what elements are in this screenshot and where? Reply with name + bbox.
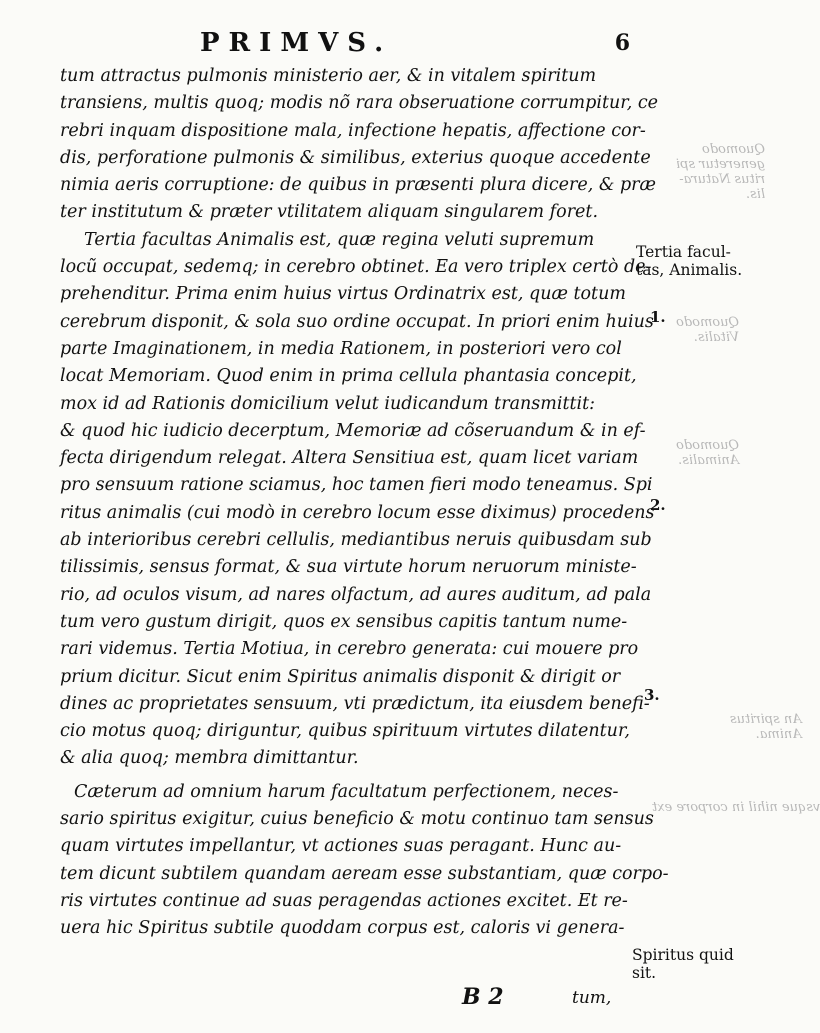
margin-note-line: tas, Animalis. xyxy=(636,261,743,279)
show-through-line: Animalis. xyxy=(678,453,740,468)
show-through-line: lis. xyxy=(745,187,766,202)
text-line: sario spiritus exigitur, cuius beneficio & motu continuo tam sensus xyxy=(60,809,654,830)
text-line: prium dicitur. Sicut enim Spiritus animalis disponit & dirigit or xyxy=(60,666,621,687)
margin-number: 3. xyxy=(644,686,660,704)
running-title: PRIMVS. xyxy=(200,28,393,58)
text-line: Tertia facultas Animalis est, quæ regina veluti supremum xyxy=(84,229,595,250)
show-through-line: Quomodo xyxy=(676,438,740,453)
text-line: Cæterum ad omnium harum facultatum perfectionem, neces- xyxy=(74,781,619,802)
text-line: tem dicunt subtilem quandam aeream esse substantiam, quæ corpo- xyxy=(60,863,669,884)
text-line: cio motus quoq; diriguntur, quibus spirituum virtutes dilatentur, xyxy=(60,721,630,742)
text-line: ter institutum & præter vtilitatem aliquam singularem foret. xyxy=(60,202,599,223)
text-line: prehenditur. Prima enim huius virtus Ordinatrix est, quæ totum xyxy=(60,284,626,305)
text-line: locat Memoriam. Quod enim in prima cellula phantasia concepit, xyxy=(60,366,637,387)
show-through-line: An spiritus xyxy=(730,712,802,727)
show-through-line: vsque nihil in corpore ext xyxy=(652,800,820,815)
show-through-line: generetur spi xyxy=(676,157,766,172)
text-line: transiens, multis quoq; modis nõ rara obseruatione corrumpitur, ce xyxy=(60,93,658,114)
margin-note-line: sit. xyxy=(632,964,657,982)
margin-note-spiritus xyxy=(632,946,734,982)
text-line: nimia aeris corruptione: de quibus in præsenti plura dicere, & præ xyxy=(60,175,656,196)
text-line: tum vero gustum dirigit, quos ex sensibus capitis tantum nume- xyxy=(60,611,628,632)
text-line: ritus animalis (cui modò in cerebro locum esse diximus) procedens xyxy=(60,502,655,523)
catchword: tum, xyxy=(572,988,612,1008)
text-line: & alia quoq; membra dimittantur. xyxy=(60,748,359,769)
show-through-line: Vitalis. xyxy=(693,330,740,345)
page-number: 6 xyxy=(614,30,630,56)
signature-mark: B 2 xyxy=(462,984,504,1010)
margin-number: 2. xyxy=(650,496,666,514)
margin-number: 1. xyxy=(650,308,666,326)
text-line: quam virtutes impellantur, vt actiones suas peragant. Hunc au- xyxy=(60,836,622,857)
main-text-block xyxy=(60,63,669,943)
text-line: mox id ad Rationis domicilium velut iudicandum transmittit: xyxy=(60,393,596,414)
margin-note-line: Spiritus quid xyxy=(632,946,734,964)
text-line: parte Imaginationem, in media Rationem, in posteriori vero col xyxy=(60,338,622,359)
show-through-line: Quomodo xyxy=(676,315,740,330)
margin-note-line: Tertia facul- xyxy=(636,243,731,261)
text-line: locũ occupat, sedemq; in cerebro obtinet. Ea vero triplex certò de- xyxy=(60,257,652,278)
margin-note-tertia xyxy=(636,243,742,279)
text-line: dines ac proprietates sensuum, vti prædictum, ita eiusdem benefi- xyxy=(60,693,650,714)
text-line: cerebrum disponit, & sola suo ordine occupat. In priori enim huius xyxy=(60,311,654,332)
text-line: ab interioribus cerebri cellulis, mediantibus neruis quibusdam sub xyxy=(60,530,652,551)
text-line: tilissimis, sensus format, & sua virtute horum neruorum ministe- xyxy=(60,557,637,578)
running-header xyxy=(200,28,630,58)
text-line: tum attractus pulmonis ministerio aer, & in vitalem spiritum xyxy=(60,66,597,86)
show-through-line: ritus Natura- xyxy=(679,172,766,187)
show-through-line: Quomodo xyxy=(701,142,766,157)
text-line: pro sensuum ratione sciamus, hoc tamen fieri modo teneamus. Spi xyxy=(60,475,653,496)
text-line: uera hic Spiritus subtile quoddam corpus est, caloris vi genera- xyxy=(60,918,625,939)
text-line: rio, ad oculos visum, ad nares olfactum, ad aures auditum, ad pala xyxy=(60,584,652,605)
margin-notes xyxy=(630,0,800,1033)
text-line: dis, perforatione pulmonis & similibus, exterius quoque accedente xyxy=(60,147,651,168)
text-line: rari videmus. Tertia Motiua, in cerebro generata: cui mouere pro xyxy=(60,639,639,660)
text-line: ris virtutes continue ad suas peragendas actiones excitet. Et re- xyxy=(60,890,628,911)
text-line: rebri inquam dispositione mala, infectione hepatis, affectione cor- xyxy=(60,120,646,141)
text-line: & quod hic iudicio decerptum, Memoriæ ad cõseruandum & in ef- xyxy=(60,420,646,441)
text-line: fecta dirigendum relegat. Altera Sensitiua est, quam licet variam xyxy=(60,448,639,469)
show-through-line: Anima. xyxy=(755,727,802,742)
